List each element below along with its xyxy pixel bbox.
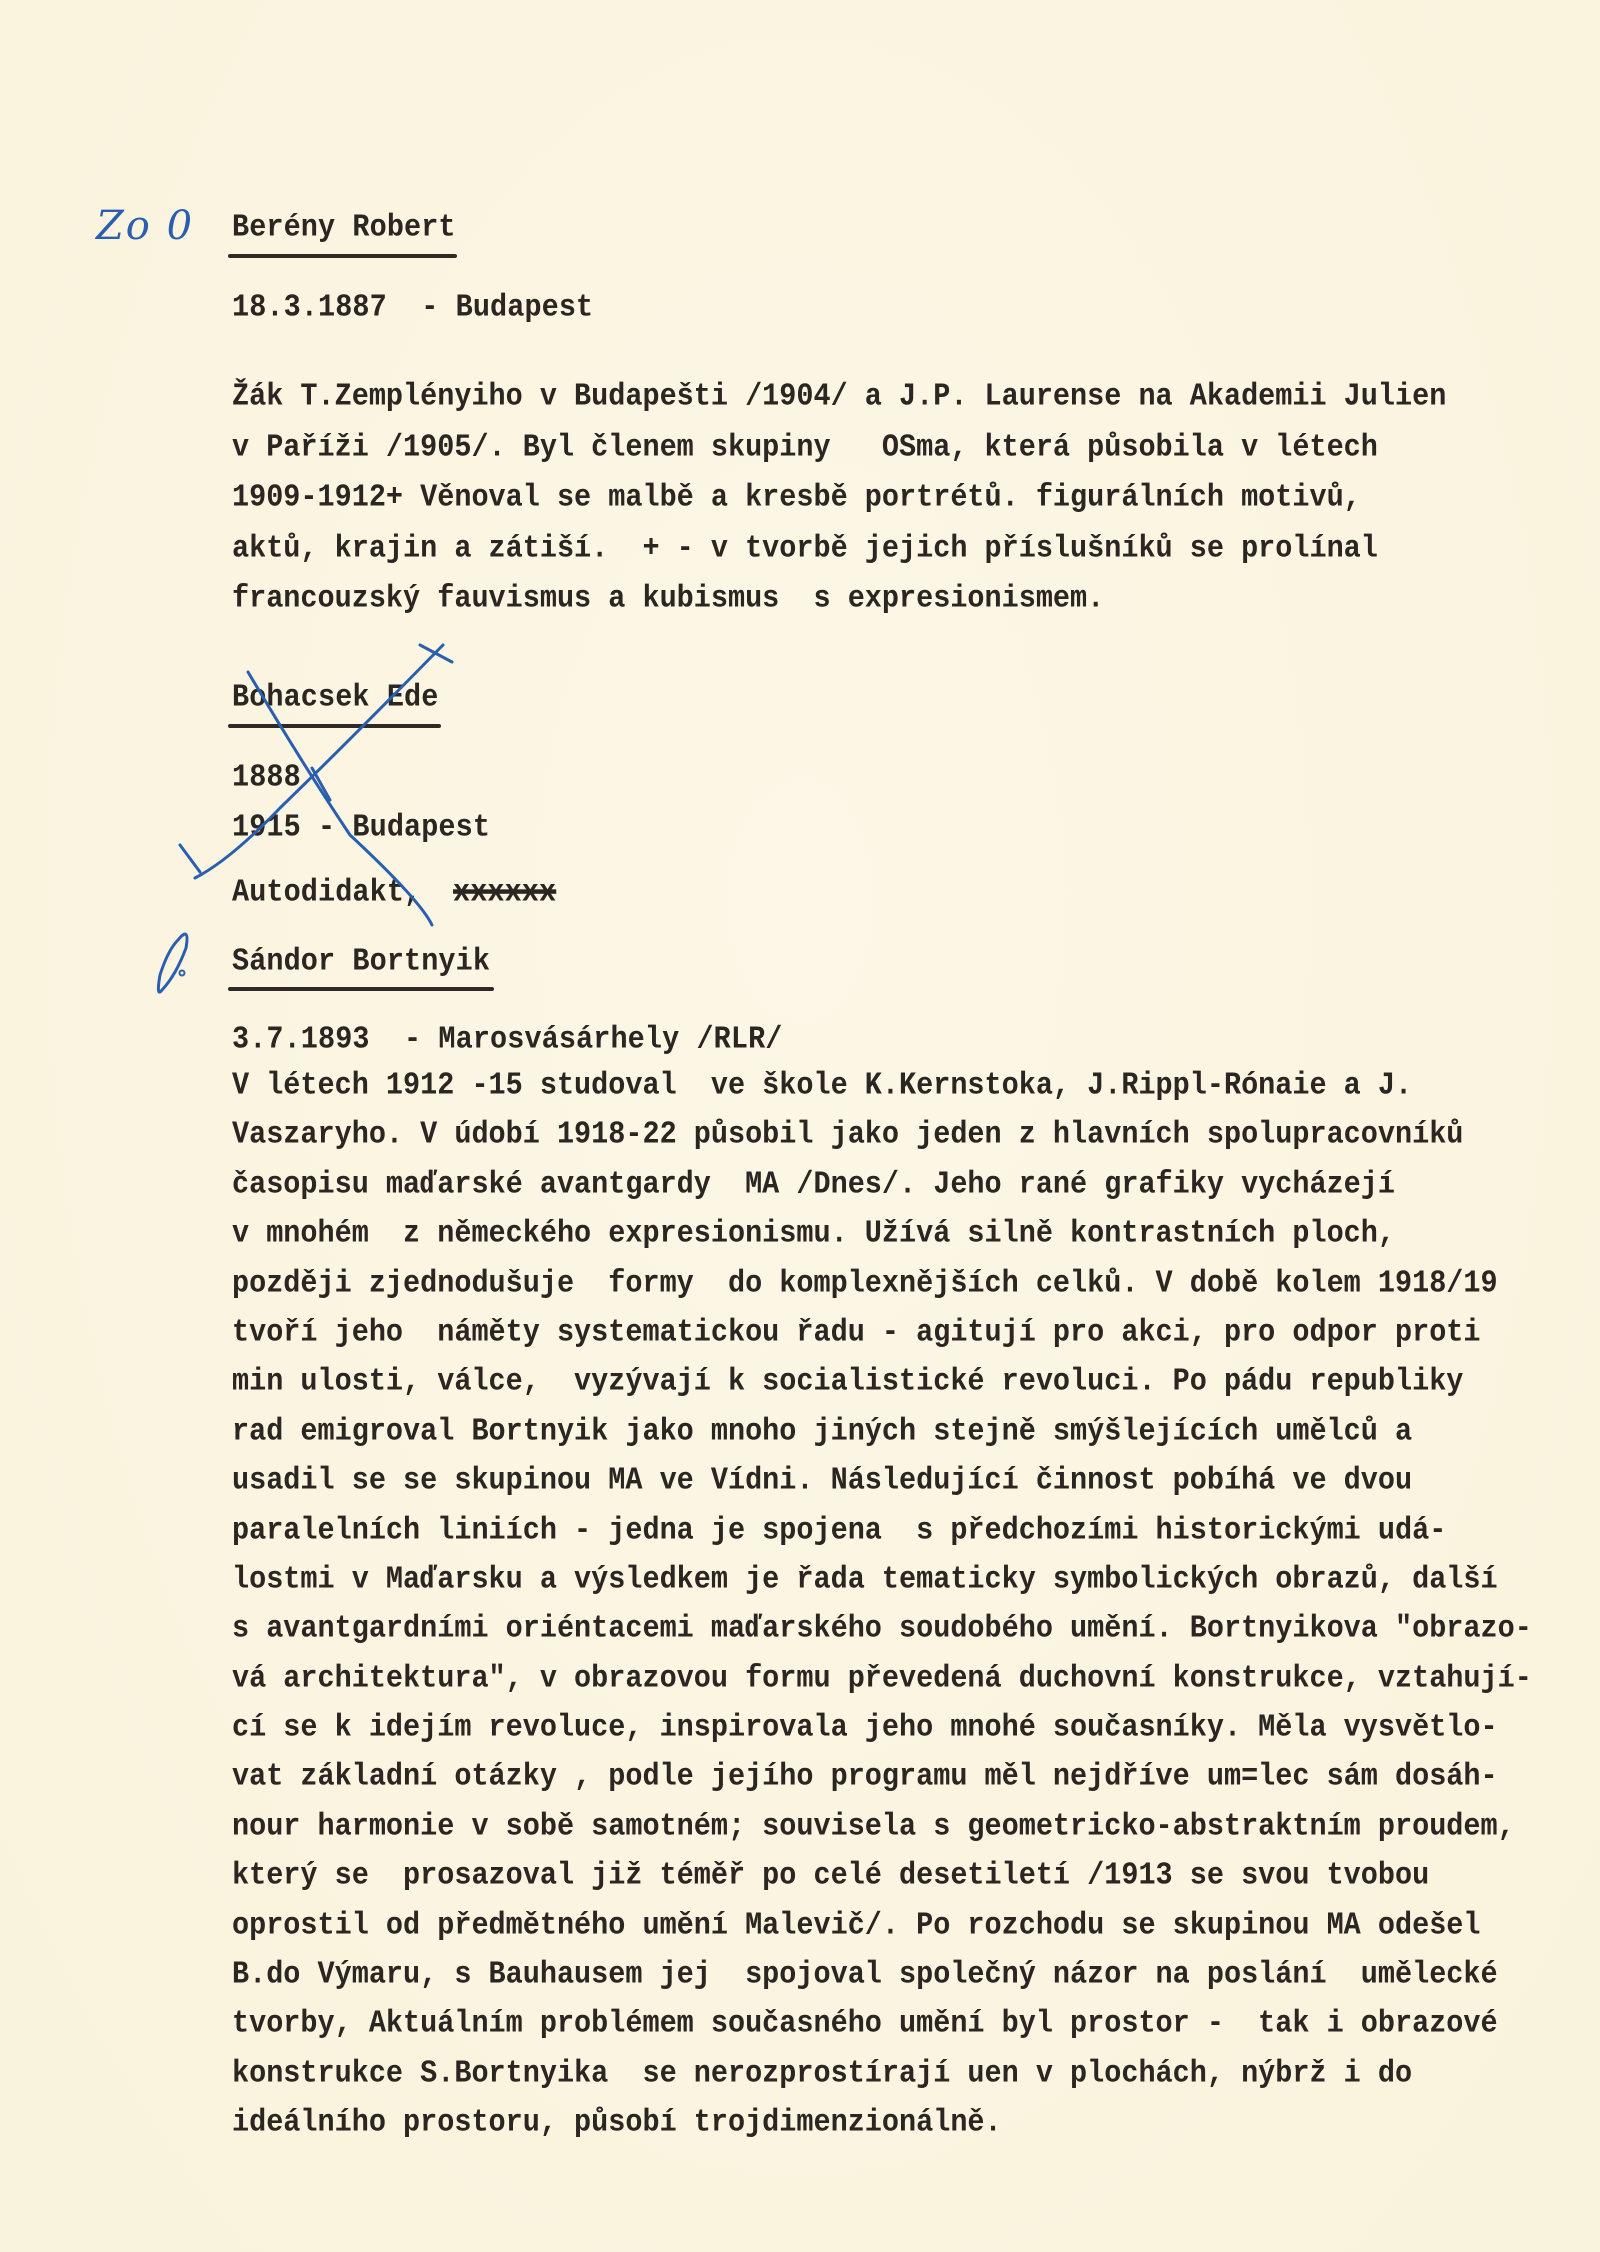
paragraph-line: časopisu maďarské avantgardy MA /Dnes/. Jeho rané grafiky vycházejí <box>232 1165 1395 1203</box>
paragraph-line: oprostil od předmětného umění Malevič/. Po rozchodu se skupinou MA odešel <box>232 1906 1481 1944</box>
entry-birth-bohacsek: 1888 <box>232 758 301 796</box>
paragraph-line: francouzský fauvismus a kubismus s expresionismem. <box>232 579 1105 617</box>
paragraph-line: B.do Výmaru, s Bauhausem jej spojoval společný názor na poslání umělecké <box>232 1955 1498 1993</box>
paragraph-line: konstrukce S.Bortnyika se nerozprostírají uen v plochách, nýbrž i do <box>232 2054 1413 2092</box>
cross-out-tick <box>180 845 200 872</box>
entry-name-bereny: Berény Robert <box>232 208 456 246</box>
paragraph-line: který se prosazoval již téměř po celé desetiletí /1913 se svou tvobou <box>232 1856 1430 1894</box>
paragraph-line: cí se k idejím revoluce, inspirovala jeho mnohé současníky. Měla vysvětlo- <box>232 1708 1498 1746</box>
handwritten-eight-mark <box>158 934 187 992</box>
paragraph-line: s avantgardními oriéntacemi maďarského soudobého umění. Bortnyikova "obrazo- <box>232 1609 1532 1647</box>
paragraph-line: 1909-1912+ Věnoval se malbě a kresbě portrétů. figurálních motivů, <box>232 478 1361 516</box>
entry-dates-bortnyik: 3.7.1893 - Marosvásárhely /RLR/ <box>232 1020 783 1058</box>
paragraph-line: lostmi v Maďarsku a výsledkem je řada tematicky symbolických obrazů, další <box>232 1560 1498 1598</box>
paragraph-line: vat základní otázky , podle jejího programu měl nejdříve um=lec sám dosáh- <box>232 1758 1498 1796</box>
cross-out-tick <box>420 645 452 662</box>
entry-dates-bereny: 18.3.1887 - Budapest <box>232 288 594 326</box>
entry-name-bohacsek: Bohacsek Ede <box>232 678 439 716</box>
paragraph-line: ideálního prostoru, působí trojdimenzionálně. <box>232 2103 1002 2141</box>
paragraph-line: V létech 1912 -15 studoval ve škole K.Kernstoka, J.Rippl-Rónaie a J. <box>232 1066 1413 1104</box>
handwritten-entry1-mark: Zo 0 <box>96 203 195 249</box>
paragraph-line: v Paříži /1905/. Byl členem skupiny OSma, která působila v létech <box>232 428 1378 466</box>
cross-out-tick <box>312 768 330 800</box>
paragraph-line: paralelních liniích - jedna je spojena s předchozími historickými udá- <box>232 1511 1447 1549</box>
entry-death-bohacsek: 1915 - Budapest <box>232 808 491 846</box>
paragraph-line: v mnohém z německého expresionismu. Užívá silně kontrastních ploch, <box>232 1214 1395 1252</box>
paragraph-line: Vaszaryho. V údobí 1918-22 působil jako jeden z hlavních spolupracovníků <box>232 1116 1464 1153</box>
paragraph-line: min ulosti, válce, vyzývají k socialistické revoluci. Po pádu republiky <box>232 1362 1464 1400</box>
entry-name-bortnyik: Sándor Bortnyik <box>232 942 491 980</box>
cross-out-stroke <box>248 672 432 925</box>
paragraph-line: nour harmonie v sobě samotném; souvisela s geometricko-abstraktním proudem, <box>232 1807 1515 1845</box>
struck-out-text: xxxxxx <box>453 873 557 911</box>
paragraph-line: tvorby, Aktuálním problémem současného umění byl prostor - tak i obrazové <box>232 2005 1498 2043</box>
paragraph-line: Žák T.Zemplényiho v Budapešti /1904/ a J.P. Laurense na Akademii Julien <box>232 377 1447 415</box>
paragraph-line: aktů, krajin a zátiší. + - v tvorbě jejich příslušníků se prolínal <box>232 529 1378 567</box>
paragraph-line: tvoří jeho náměty systematickou řadu - agitují pro akci, pro odpor proti <box>232 1313 1481 1351</box>
paragraph-line: vá architektura", v obrazovou formu převedená duchovní konstrukce, vztahují- <box>232 1659 1532 1697</box>
paragraph-line: usadil se se skupinou MA ve Vídni. Následující činnost pobíhá ve dvou <box>232 1461 1413 1499</box>
paragraph-line: rad emigroval Bortnyik jako mnoho jiných stejně smýšlejících umělců a <box>232 1412 1413 1450</box>
cross-out-stroke <box>195 645 443 878</box>
entry-note-bohacsek: Autodidakt, <box>232 873 422 911</box>
paragraph-line: později zjednodušuje formy do komplexnějších celků. V době kolem 1918/19 <box>232 1264 1498 1302</box>
